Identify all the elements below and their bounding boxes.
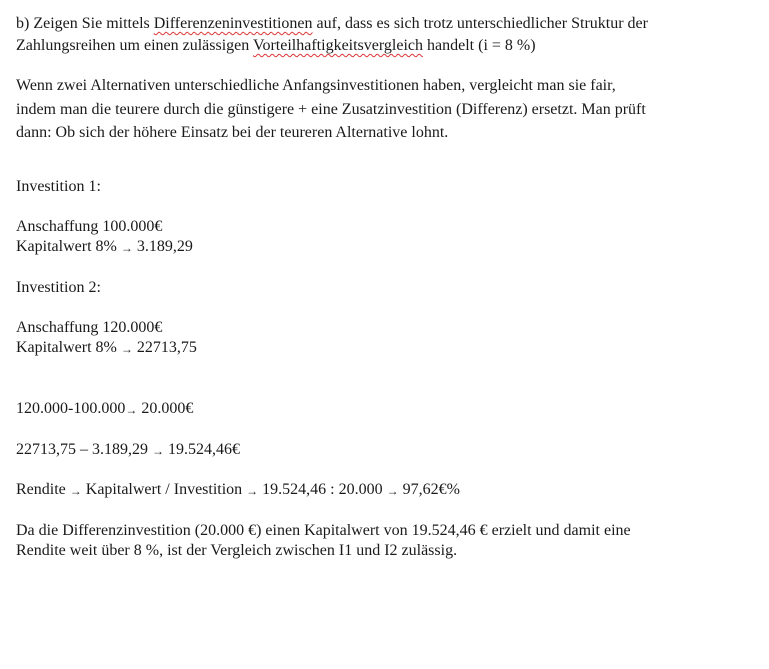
rendite-formula: Kapitalwert / Investition bbox=[85, 481, 243, 498]
arrow-icon: → bbox=[125, 403, 138, 417]
conclusion-line-1: Da die Differenzinvestition (20.000 €) einen Kapitalwert von 19.524,46 € erzielt und damit eine bbox=[16, 522, 631, 539]
calc-rendite bbox=[16, 480, 460, 500]
conclusion-line-2: Rendite weit über 8 %, ist der Vergleich zwischen I1 und I2 zulässig. bbox=[16, 542, 458, 559]
rendite-expression: 19.524,46 : 20.000 bbox=[262, 481, 383, 498]
task-line-1 bbox=[16, 14, 648, 34]
arrow-icon: → bbox=[152, 444, 164, 458]
inv1-kw-label: Kapitalwert 8% bbox=[16, 238, 117, 255]
intro-line-1: Wenn zwei Alternativen unterschiedliche Anfangsinvestitionen haben, vergleicht man sie fair, bbox=[16, 77, 616, 94]
calc-difference bbox=[16, 399, 193, 419]
diff-result: 20.000€ bbox=[141, 400, 194, 417]
task-line-2-pre: Zahlungsreihen um einen zulässigen bbox=[16, 37, 253, 54]
kw-diff-result: 19.524,46€ bbox=[168, 441, 240, 458]
arrow-icon: → bbox=[386, 484, 399, 498]
diff-expression: 120.000-100.000 bbox=[16, 400, 126, 417]
inv2-kw-value: 22713,75 bbox=[136, 339, 197, 356]
rendite-result: 97,62€% bbox=[402, 481, 460, 498]
inv2-heading: Investition 2: bbox=[16, 279, 101, 296]
task-line-1-pre: b) Zeigen Sie mittels bbox=[16, 15, 154, 32]
intro-line-3: dann: Ob sich der höhere Einsatz bei der teureren Alternative lohnt. bbox=[16, 124, 449, 141]
spellcheck-word[interactable]: Vorteilhaftigkeitsvergleich bbox=[252, 37, 424, 54]
kw-diff-expression: 22713,75 – 3.189,29 bbox=[16, 441, 148, 458]
inv2-kw-label: Kapitalwert 8% bbox=[16, 339, 117, 356]
intro-line-2: indem man die teurere durch die günstigere + eine Zusatzinvestition (Differenz) ersetzt. Man prüft bbox=[16, 101, 646, 118]
inv1-heading: Investition 1: bbox=[16, 178, 101, 195]
inv2-anschaffung: Anschaffung 120.000€ bbox=[16, 319, 163, 336]
calc-kapitalwert-diff bbox=[16, 440, 240, 460]
task-line-1-post: auf, dass es sich trotz unterschiedlicher Struktur der bbox=[312, 15, 648, 32]
inv1-kw-value: 3.189,29 bbox=[136, 238, 193, 255]
arrow-icon: → bbox=[120, 342, 133, 356]
task-line-2 bbox=[16, 36, 536, 56]
arrow-icon: → bbox=[69, 484, 82, 498]
inv1-anschaffung: Anschaffung 100.000€ bbox=[16, 218, 163, 235]
inv1-kapitalwert bbox=[16, 237, 193, 257]
arrow-icon: → bbox=[120, 241, 133, 255]
arrow-icon: → bbox=[246, 484, 259, 498]
task-line-2-post: handelt (i = 8 %) bbox=[423, 37, 536, 54]
inv2-kapitalwert bbox=[16, 338, 197, 358]
rendite-label: Rendite bbox=[16, 481, 66, 498]
spellcheck-word[interactable]: Differenzeninvestitionen bbox=[153, 15, 313, 32]
